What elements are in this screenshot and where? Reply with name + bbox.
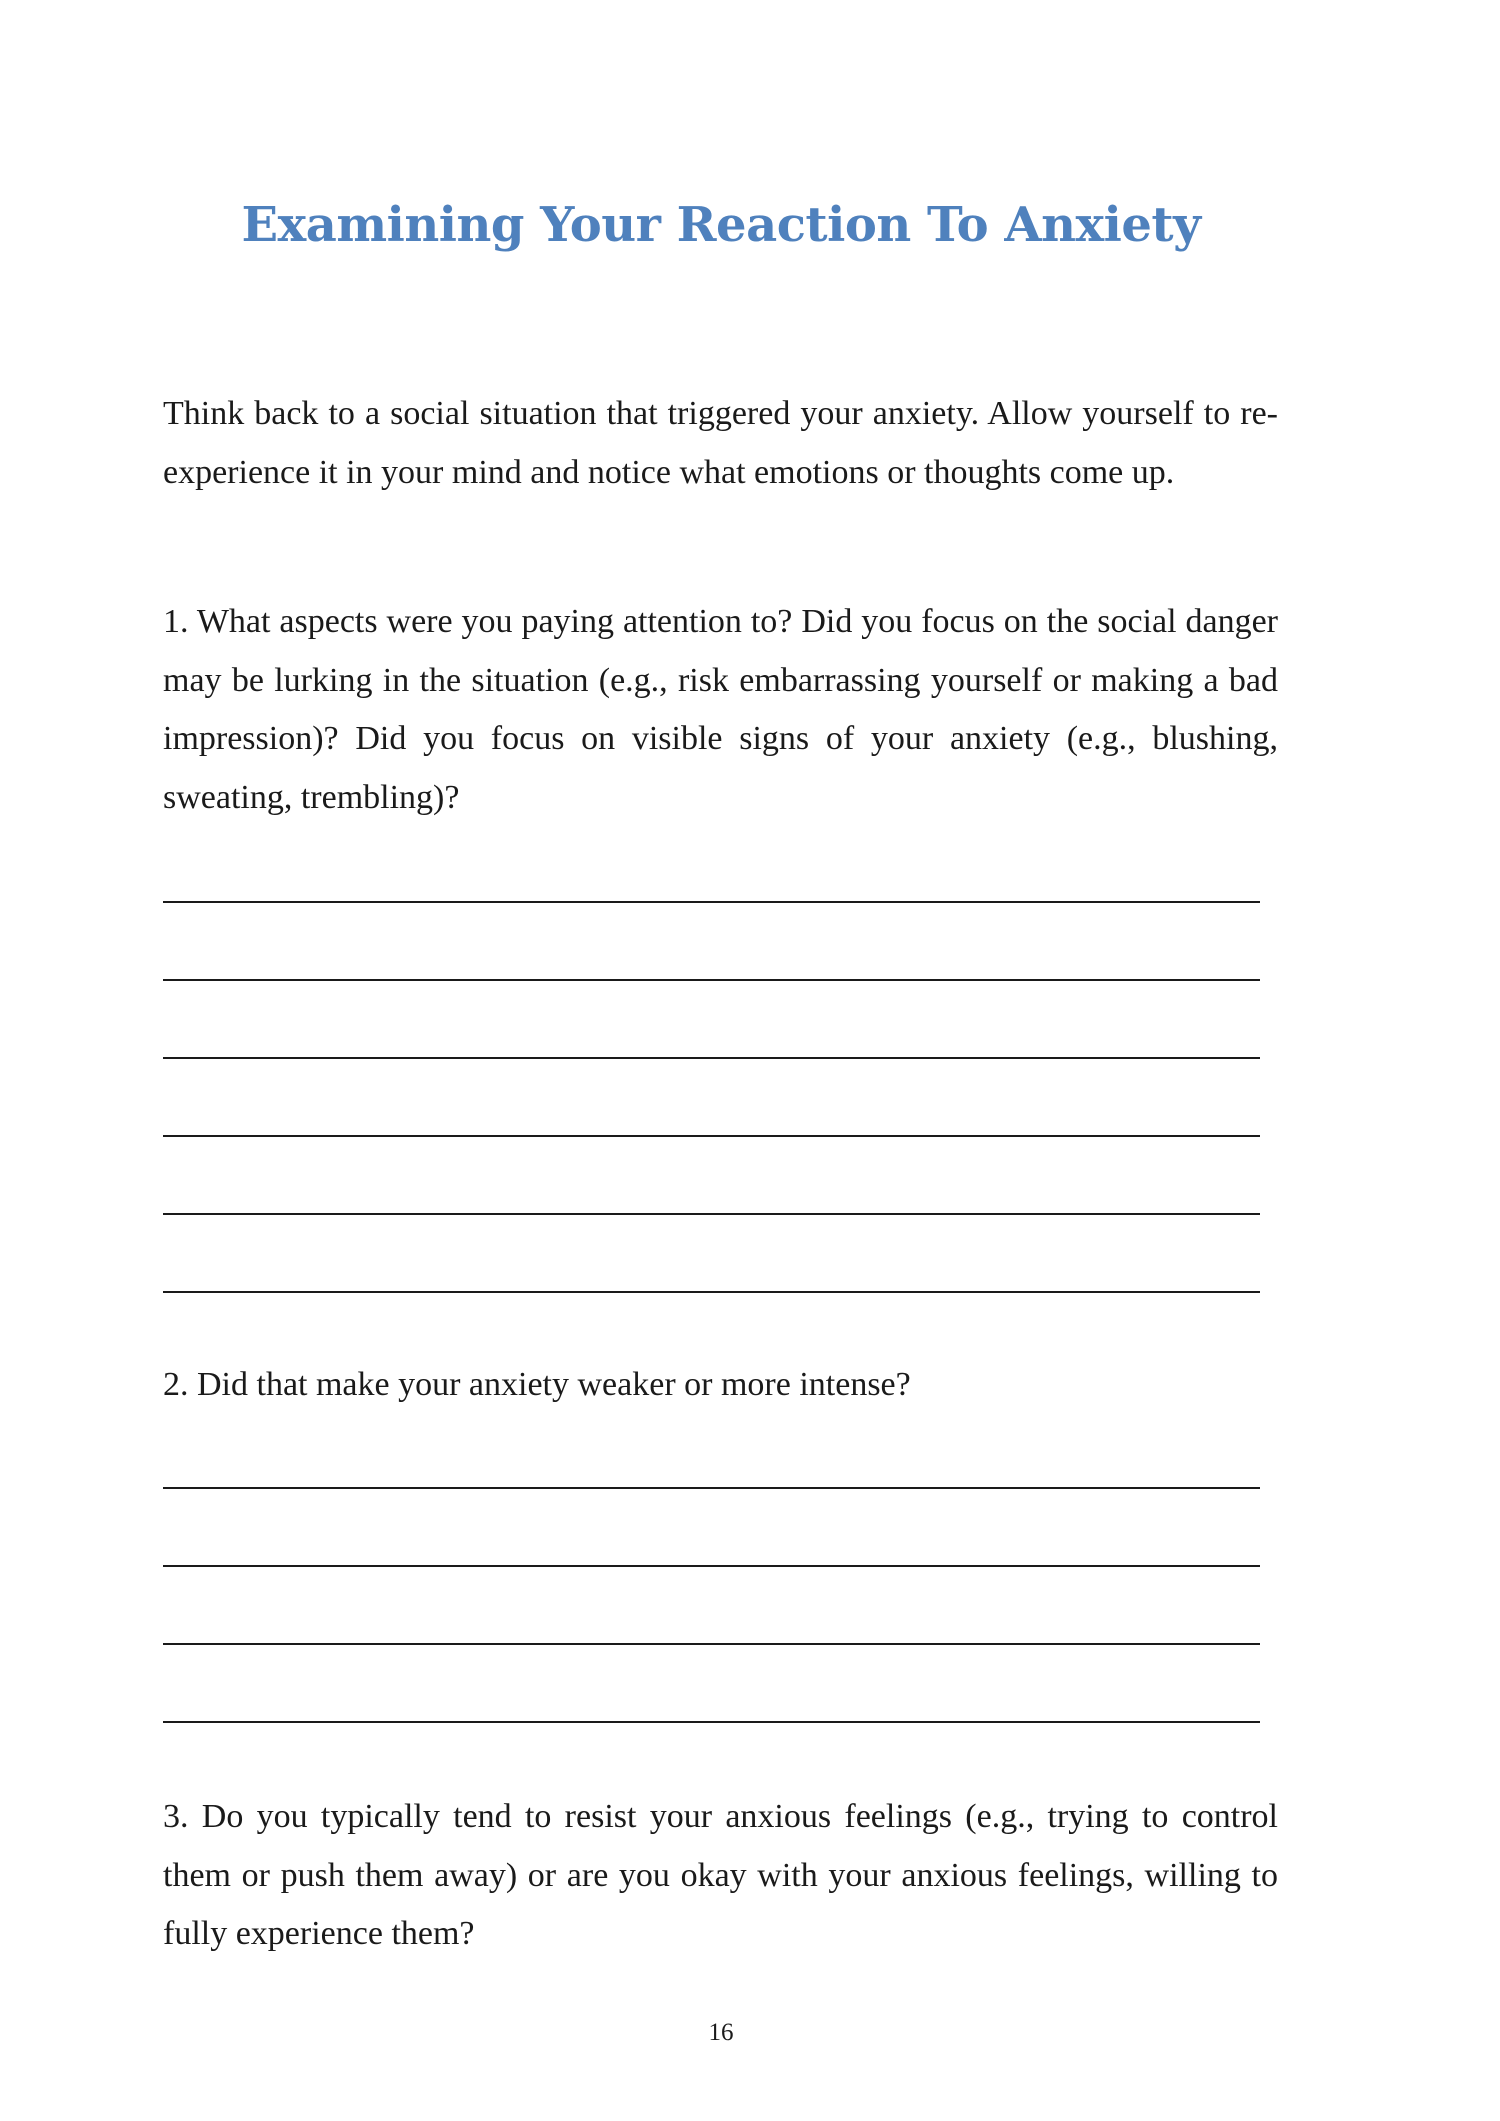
answer-line[interactable] — [163, 1213, 1260, 1215]
page-number: 16 — [708, 2019, 734, 2046]
question-3: 3. Do you typically tend to resist your anxious feelings (e.g., trying to control them or push them away) or are you okay with your anxious feelings, willing to fully experience them? — [163, 1798, 1278, 1952]
answer-line[interactable] — [163, 901, 1260, 903]
question-2: 2. Did that make your anxiety weaker or more intense? — [163, 1366, 911, 1403]
answer-line[interactable] — [163, 1487, 1260, 1489]
answer-line[interactable] — [163, 979, 1260, 981]
answer-line[interactable] — [163, 1135, 1260, 1137]
answer-line[interactable] — [163, 1643, 1260, 1645]
answer-line[interactable] — [163, 1057, 1260, 1059]
answer-line[interactable] — [163, 1565, 1260, 1567]
answer-line[interactable] — [163, 1721, 1260, 1723]
answer-line[interactable] — [163, 1291, 1260, 1293]
page-title: Examining Your Reaction To Anxiety — [241, 197, 1201, 253]
intro-paragraph: Think back to a social situation that triggered your anxiety. Allow yourself to re-experience it in your mind and notice what emotions or thoughts come up. — [163, 395, 1278, 491]
question-1: 1. What aspects were you paying attention to? Did you focus on the social danger may be lurking in the situation (e.g., risk embarrassing yourself or making a bad impression)? Did you focus on visible signs of your anxiety (e.g., blushing, sweating, trembling)? — [163, 603, 1278, 816]
